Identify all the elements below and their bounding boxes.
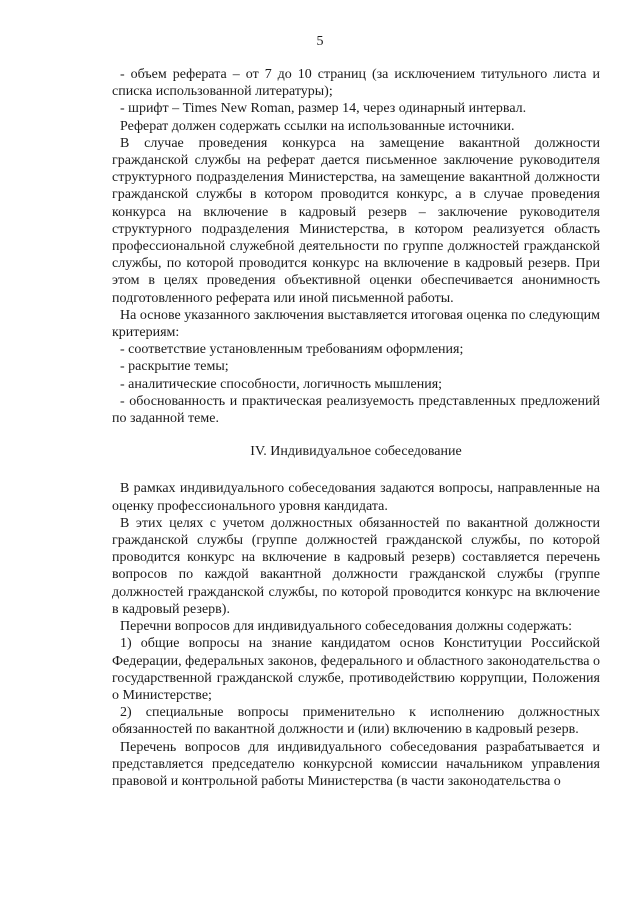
paragraph: Перечни вопросов для индивидуального собеседования должны содержать: xyxy=(120,619,573,635)
paragraph: Перечень вопросов для индивидуального собеседования разрабатывается и представляется председателю конкурсной комиссии начальником управления правовой и контрольной работы Министерства (в части законодательства о xyxy=(112,739,600,789)
list-item: - обоснованность и практическая реализуемость представленных предложений по заданной теме. xyxy=(112,393,600,427)
paragraph: В этих целях с учетом должностных обязанностей по вакантной должности гражданской службы (группе должностей гражданской службы, по которой проводится конкурс на включение в кадровый резерв) составляется перечень вопросов по каждой вакантной должности гражданской службы (группе должностей гражданской службы, по которой проводится конкурс на включение в кадровый резерв). xyxy=(112,515,600,617)
paragraph: В случае проведения конкурса на замещение вакантной должности гражданской службы на реферат дается письменное заключение руководителя структурного подразделения Министерства, на замещение вакантной должности гражданской службы в котором проводится конкурс, а в случае проведения конкурса на включение в кадровый резерв – заключение руководителя структурного подразделения Министерства, в котором реализуется область профессиональной служебной деятельности по группе должностей гражданской службы, по которой проводится конкурс на включение в кадровый резерв. При этом в целях проведения объективной оценки обеспечивается анонимность подготовленного реферата или иной письменной работы. xyxy=(112,135,600,306)
page-number: 5 xyxy=(316,34,324,49)
list-item: - аналитические способности, логичность мышления; xyxy=(120,376,443,392)
paragraph: - объем реферата – от 7 до 10 страниц (за исключением титульного листа и списка использованной литературы); xyxy=(112,67,600,100)
document-body xyxy=(112,66,600,790)
list-item: 1) общие вопросы на знание кандидатом основ Конституции Российской Федерации, федеральных законов, федерального и областного законодательства о государственной гражданской службе, противодействию коррупции, Положения о Министерстве; xyxy=(112,636,600,703)
list-item: - раскрытие темы; xyxy=(120,359,229,375)
section-heading: IV. Индивидуальное собеседование xyxy=(250,444,462,460)
paragraph: - шрифт – Times New Roman, размер 14, через одинарный интервал. xyxy=(120,101,527,117)
paragraph: В рамках индивидуального собеседования задаются вопросы, направленные на оценку профессионального уровня кандидата. xyxy=(112,481,600,514)
paragraph: На основе указанного заключения выставляется итоговая оценка по следующим критериям: xyxy=(112,307,600,341)
list-item: 2) специальные вопросы применительно к исполнению должностных обязанностей по вакантной должности и (или) включению в кадровый резерв. xyxy=(112,705,600,738)
paragraph: Реферат должен содержать ссылки на использованные источники. xyxy=(120,118,515,134)
list-item: - соответствие установленным требованиям оформления; xyxy=(120,342,464,358)
